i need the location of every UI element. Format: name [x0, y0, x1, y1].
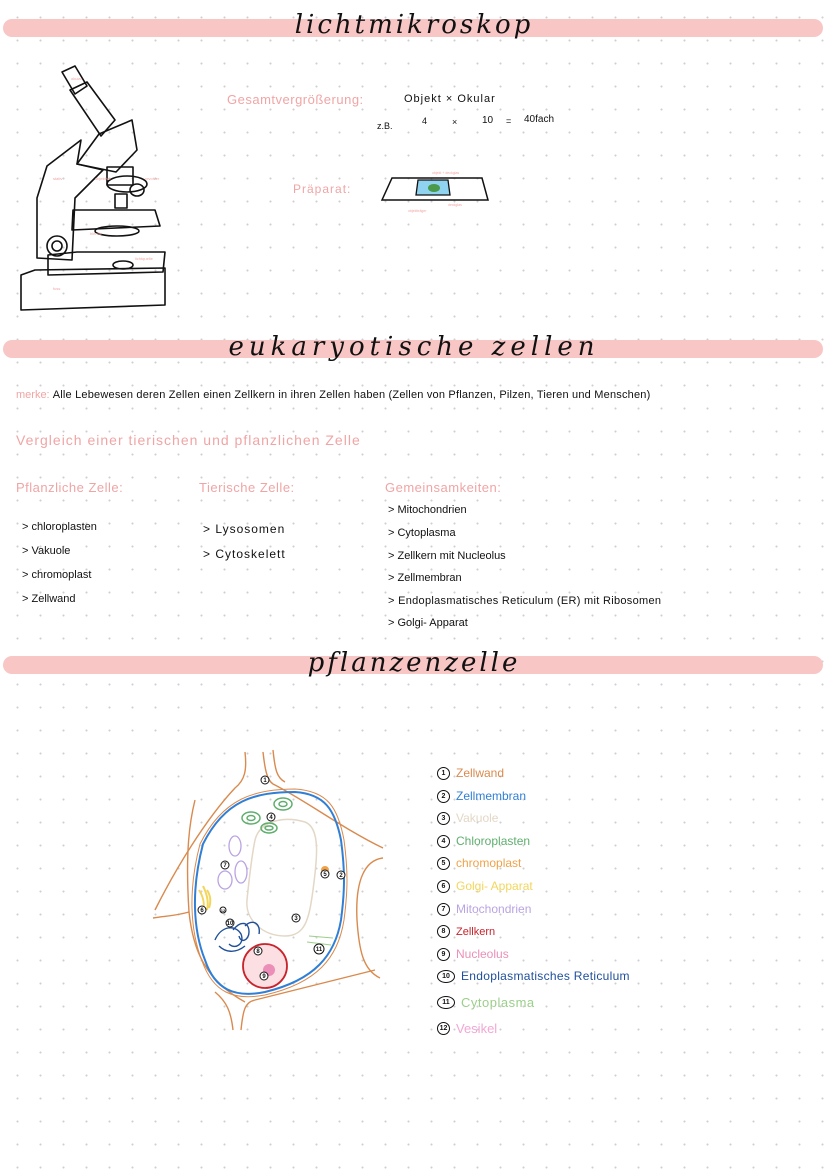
- merke-row: [16, 389, 650, 401]
- legend-item: [437, 856, 521, 870]
- common-item: > Cytoplasma: [388, 527, 456, 539]
- merke-label: merke:: [16, 389, 50, 401]
- svg-text:6: 6: [200, 908, 204, 914]
- svg-text:okular: okular: [71, 76, 82, 81]
- svg-text:4: 4: [269, 815, 273, 821]
- legend-label: Zellkern: [456, 925, 496, 938]
- svg-text:objektive: objektive: [95, 176, 111, 181]
- animal-cell-item: > Cytoskelett: [203, 547, 286, 561]
- example-result: 40fach: [524, 114, 555, 125]
- common-item: > Mitochondrien: [388, 504, 467, 516]
- legend-number-badge: 4: [437, 835, 450, 848]
- common-item: > Endoplasmatisches Reticulum (ER) mit Ribosomen: [388, 595, 662, 607]
- magnification-formula: Objekt × Okular: [404, 93, 496, 105]
- common-item: > Golgi- Apparat: [388, 617, 468, 629]
- example-prefix: z.B.: [377, 121, 393, 131]
- legend-number-badge: 9: [437, 948, 450, 961]
- svg-text:2: 2: [339, 873, 343, 879]
- legend-label: Vesikel: [456, 1021, 498, 1036]
- svg-text:fuss: fuss: [53, 286, 61, 291]
- legend-label: Nucleolus: [456, 947, 509, 961]
- svg-text:lichtquelle: lichtquelle: [135, 256, 153, 261]
- animal-cell-heading: Tierische Zelle:: [199, 480, 295, 495]
- example-objective: 4: [422, 116, 428, 126]
- legend-item: [437, 789, 526, 803]
- common-item: > Zellmembran: [388, 572, 462, 584]
- svg-text:stativ: stativ: [53, 176, 63, 181]
- legend-label: Chloroplasten: [456, 834, 531, 848]
- svg-text:5: 5: [323, 872, 327, 878]
- legend-number-badge: 5: [437, 857, 450, 870]
- example-equals: =: [506, 116, 512, 126]
- legend-number-badge: 2: [437, 790, 450, 803]
- merke-text: Alle Lebewesen deren Zellen einen Zellkern in ihren Zellen haben (Zellen von Pflanzen, Pilzen, Tieren und Menschen): [52, 389, 651, 401]
- legend-label: Mitochondrien: [456, 902, 532, 916]
- svg-text:objektträger: objektträger: [408, 209, 427, 213]
- plant-cell-item: > chromoplast: [22, 569, 92, 581]
- legend-number-badge: 1: [437, 767, 450, 780]
- legend-label: Endoplasmatisches Reticulum: [461, 969, 630, 983]
- legend-number-badge: 11: [437, 996, 455, 1009]
- svg-text:blende: blende: [90, 231, 103, 236]
- specimen-slide-illustration: [378, 168, 490, 216]
- specimen-label: Präparat:: [293, 182, 352, 196]
- microscope-illustration: [15, 60, 175, 318]
- legend-label: chromoplast: [456, 856, 522, 870]
- legend-label: Cytoplasma: [461, 995, 535, 1010]
- plant-cell-item: > Vakuole: [22, 545, 71, 557]
- legend-item: [437, 925, 495, 938]
- legend-number-badge: 3: [437, 812, 450, 825]
- legend-item: [437, 879, 533, 893]
- svg-text:3: 3: [294, 916, 298, 922]
- common-heading: Gemeinsamkeiten:: [385, 480, 502, 495]
- animal-cell-item: > Lysosomen: [203, 522, 286, 536]
- legend-number-badge: 10: [437, 970, 455, 983]
- magnification-label: Gesamtvergrößerung:: [227, 92, 364, 107]
- legend-label: Vakuole: [456, 811, 499, 825]
- svg-text:12: 12: [220, 908, 226, 913]
- plant-cell-item: > Zellwand: [22, 593, 76, 605]
- legend-item: [437, 995, 535, 1010]
- legend-label: Golgi- Apparat: [456, 879, 533, 893]
- svg-text:8: 8: [256, 949, 260, 955]
- svg-text:10: 10: [226, 921, 234, 927]
- common-item: > Zellkern mit Nucleolus: [388, 550, 506, 562]
- comparison-title: Vergleich einer tierischen und pflanzlichen Zelle: [16, 432, 361, 448]
- legend-number-badge: 7: [437, 903, 450, 916]
- legend-item: [437, 947, 509, 961]
- svg-text:objekt + deckglas: objekt + deckglas: [432, 171, 460, 175]
- legend-item: [437, 766, 504, 780]
- legend-number-badge: 8: [437, 925, 450, 938]
- legend-item: [437, 1021, 497, 1036]
- legend-number-badge: 12: [437, 1022, 450, 1035]
- plant-cell-diagram: [145, 740, 395, 1050]
- svg-text:deckglas: deckglas: [448, 203, 462, 207]
- svg-text:1: 1: [263, 778, 267, 784]
- svg-text:revolver: revolver: [145, 176, 160, 181]
- legend-label: Zellwand: [456, 766, 505, 780]
- legend-item: [437, 834, 530, 848]
- legend-label: Zellmembran: [456, 789, 527, 803]
- svg-text:7: 7: [223, 863, 227, 869]
- plant-cell-heading: Pflanzliche Zelle:: [16, 480, 124, 495]
- legend-item: [437, 969, 630, 983]
- example-times: ×: [452, 117, 458, 127]
- svg-text:11: 11: [315, 947, 323, 953]
- section-title-microscope: lichtmikroskop: [294, 10, 534, 40]
- legend-item: [437, 811, 498, 825]
- legend-item: [437, 902, 531, 916]
- legend-number-badge: 6: [437, 880, 450, 893]
- example-ocular: 10: [482, 115, 494, 126]
- section-title-eukaryotic: eukaryotische zellen: [228, 332, 600, 362]
- svg-text:9: 9: [262, 974, 266, 980]
- section-title-plant-cell: pflanzenzelle: [307, 648, 521, 678]
- plant-cell-item: > chloroplasten: [22, 521, 97, 533]
